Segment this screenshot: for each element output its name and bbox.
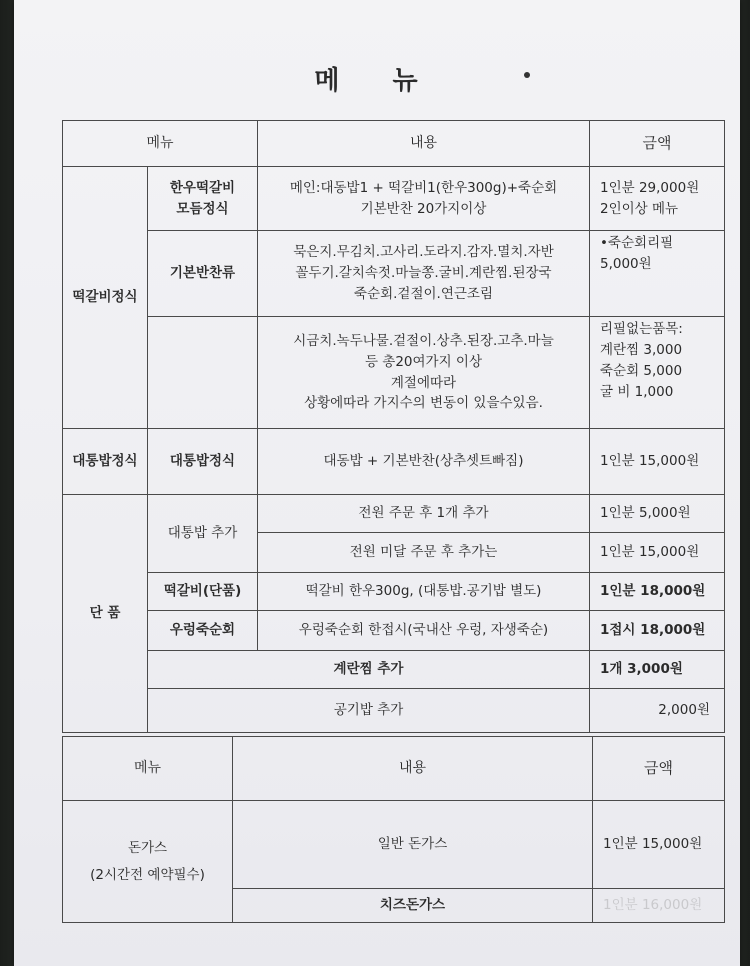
rice-label: 공기밥 추가 [148, 689, 590, 733]
header-row [63, 121, 725, 167]
add-rice-label: 대통밥 추가 [148, 495, 258, 573]
galbi-label: 떡갈비(단품) [148, 573, 258, 611]
table-row [63, 611, 725, 651]
banchan-content: 묵은지.무김치.고사리.도라지.감자.멸치.자반 꼴두기.갈치속젓.마늘쫑.굴비.계란찜.된장국 죽순회.겉절이.연근조림 [258, 231, 590, 317]
header-row [63, 737, 725, 801]
table-row [63, 317, 725, 429]
bamboo-content: 우렁죽순회 한접시(국내산 우렁, 자생죽순) [258, 611, 590, 651]
table-row [63, 495, 725, 533]
header-price: 금액 [590, 121, 725, 167]
banchan-label: 기본반찬류 [148, 231, 258, 317]
header-content: 내용 [233, 737, 593, 801]
extra-price: 리필없는품목: 계란찜 3,000 죽순회 5,000 굴 비 1,000 [590, 317, 725, 429]
set-item-content: 메인:대동밥1 + 떡갈비1(한우300g)+죽순회 기본반찬 20가지이상 [258, 167, 590, 231]
cheese-content: 치즈돈가스 [233, 889, 593, 923]
daedong-price: 1인분 15,000원 [590, 429, 725, 495]
regular-price: 1인분 15,000원 [593, 801, 725, 889]
table-row [63, 801, 725, 889]
table-row [63, 689, 725, 733]
daedong-content: 대동밥 + 기본반찬(상추셋트빠짐) [258, 429, 590, 495]
table-row [63, 429, 725, 495]
menu-sheet [14, 0, 740, 966]
banchan-price: •죽순회리필 5,000원 [590, 231, 725, 317]
set-item-price: 1인분 29,000원 2인이상 메뉴 [590, 167, 725, 231]
table-row [63, 573, 725, 611]
page-title: 메 뉴 [314, 66, 440, 96]
header-price: 금액 [593, 737, 725, 801]
empty-cell [148, 317, 258, 429]
tonkatsu-note: (2시간전 예약필수) [90, 866, 205, 883]
daedong-item-name: 대통밥정식 [148, 429, 258, 495]
table-row [63, 651, 725, 689]
header-menu: 메뉴 [63, 737, 233, 801]
header-content: 내용 [258, 121, 590, 167]
add-rice-1-price: 1인분 5,000원 [590, 495, 725, 533]
set-item-name: 한우떡갈비 모듬정식 [148, 167, 258, 231]
header-menu: 메뉴 [63, 121, 258, 167]
rice-price: 2,000원 [590, 689, 725, 733]
egg-label: 계란찜 추가 [148, 651, 590, 689]
cheese-price: 1인분 16,000원 [593, 889, 725, 923]
table-row [63, 231, 725, 317]
table-row [63, 167, 725, 231]
bamboo-label: 우렁죽순회 [148, 611, 258, 651]
galbi-price: 1인분 18,000원 [590, 573, 725, 611]
main-menu-table [62, 120, 725, 733]
regular-content: 일반 돈가스 [233, 801, 593, 889]
tonkatsu-item [63, 801, 233, 923]
add-rice-2-content: 전원 미달 주문 후 추가는 [258, 533, 590, 573]
daedong-group-label: 대통밥정식 [63, 429, 148, 495]
tonkatsu-name: 돈가스 [127, 839, 168, 856]
add-rice-2-price: 1인분 15,000원 [590, 533, 725, 573]
set-group-label: 떡갈비정식 [63, 167, 148, 429]
extra-content: 시금치.녹두나물.겉절이.상추.된장.고추.마늘 등 총20여가지 이상 계절에따라 상황에따라 가지수의 변동이 있을수있음. [258, 317, 590, 429]
galbi-content: 떡갈비 한우300g, (대통밥.공기밥 별도) [258, 573, 590, 611]
single-group-label: 단 품 [63, 495, 148, 733]
title-dot [524, 72, 530, 78]
add-rice-1-content: 전원 주문 후 1개 추가 [258, 495, 590, 533]
bamboo-price: 1접시 18,000원 [590, 611, 725, 651]
tonkatsu-table [62, 736, 725, 923]
egg-price: 1개 3,000원 [590, 651, 725, 689]
